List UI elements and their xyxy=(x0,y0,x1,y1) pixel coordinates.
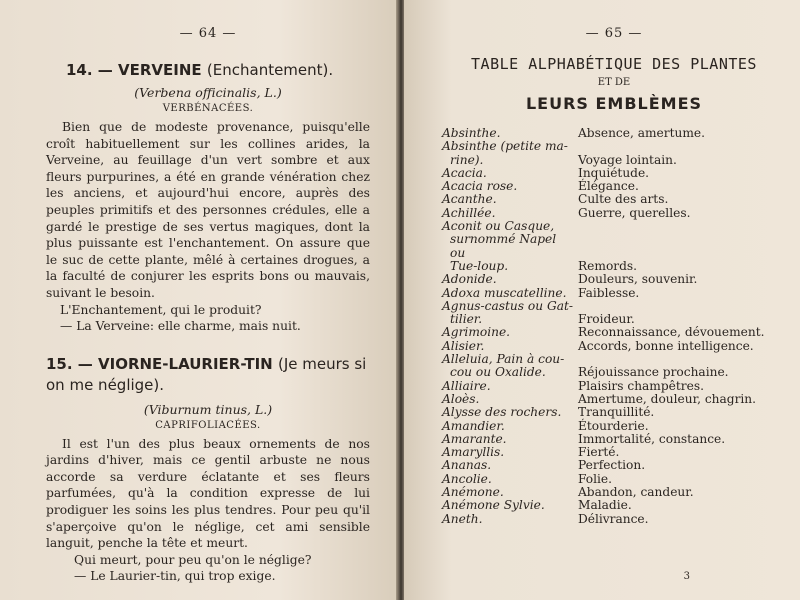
plant-name-line: surnommé Napel ou xyxy=(450,232,557,260)
plant-emblem: Immortalité, constance. xyxy=(578,431,726,446)
quote-answer: — La Verveine: elle charme, mais nuit. xyxy=(60,318,301,333)
table-row xyxy=(442,326,786,339)
plant-name xyxy=(442,326,578,339)
plant-name-line: Anémone Sylvie. xyxy=(442,498,545,513)
table-row xyxy=(442,513,786,526)
plant-family: CAPRIFOLIACÉES. xyxy=(155,419,261,431)
entry-title-main: 14. — VERVEINE xyxy=(66,61,202,79)
plant-name xyxy=(442,340,578,353)
plant-name-line: Ancolie. xyxy=(442,471,492,486)
plant-emblem: Absence, amertume. xyxy=(578,126,705,140)
plant-name xyxy=(442,486,578,499)
plant-emblem: Faiblesse. xyxy=(578,285,640,300)
plant-name-line: Agnus-castus ou Gat- xyxy=(442,298,573,313)
plant-name-line: Acacia rose. xyxy=(442,179,518,194)
table-row xyxy=(442,300,786,327)
entry-title xyxy=(46,354,370,396)
plant-emblem: Froideur. xyxy=(578,312,635,327)
plant-name-line: Ananas. xyxy=(442,458,492,473)
plant-emblem: Maladie. xyxy=(578,498,632,513)
table-row xyxy=(442,473,786,486)
entry-title-main: 15. — VIORNE-LAURIER-TIN xyxy=(46,354,273,373)
table-row xyxy=(442,180,786,193)
plant-name-line: Achillée. xyxy=(442,205,496,220)
plant-name xyxy=(442,406,578,419)
right-page xyxy=(404,0,800,600)
quote-question: L'Enchantement, qui le produit? xyxy=(60,302,262,317)
plant-emblem: Élégance. xyxy=(578,179,639,194)
plant-name xyxy=(442,459,578,472)
plant-name xyxy=(442,167,578,180)
plant-name-line: cou ou Oxalide. xyxy=(450,365,546,380)
quote-answer: — Le Laurier-tin, qui trop exige. xyxy=(74,568,276,583)
latin-name: (Verbena officinalis, L.) xyxy=(134,85,282,100)
table-row xyxy=(442,393,786,406)
plant-name xyxy=(442,513,578,526)
plant-name-line: Absinthe (petite ma- xyxy=(442,139,568,154)
plant-name xyxy=(442,446,578,459)
plant-emblem: Voyage lointain. xyxy=(578,152,677,167)
entry-verveine xyxy=(46,61,370,334)
table-row xyxy=(442,446,786,459)
page-number-left: — 64 — xyxy=(179,26,237,41)
plant-name-line: Alleluia, Pain à cou- xyxy=(442,352,565,367)
plant-emblem: Guerre, querelles. xyxy=(578,205,691,220)
quote-question: Qui meurt, pour peu qu'on le néglige? xyxy=(74,552,312,567)
plant-name xyxy=(442,420,578,433)
table-row xyxy=(442,459,786,472)
plant-name xyxy=(442,193,578,206)
plant-name-line: Amaryllis. xyxy=(442,445,505,460)
plant-emblem: Abandon, candeur. xyxy=(578,485,694,500)
plant-family: VERBÉNACÉES. xyxy=(162,103,254,114)
plant-name-line: Alysse des rochers. xyxy=(442,405,562,420)
plant-name xyxy=(442,273,578,286)
table-row xyxy=(442,287,786,300)
table-row xyxy=(442,273,786,286)
plant-emblem-table xyxy=(442,127,786,526)
left-page xyxy=(0,0,398,600)
table-row xyxy=(442,193,786,206)
table-subtitle: LEURS EMBLÈMES xyxy=(525,94,703,113)
plant-name-line: Amandier. xyxy=(442,418,505,433)
plant-emblem: Reconnaissance, dévouement. xyxy=(578,325,765,340)
table-row xyxy=(442,353,786,380)
entry-viorne xyxy=(46,354,370,584)
table-row xyxy=(442,207,786,220)
table-title: TABLE ALPHABÉTIQUE DES PLANTES xyxy=(471,55,757,73)
plant-name xyxy=(442,353,578,380)
plant-name xyxy=(442,127,578,140)
plant-emblem: Folie. xyxy=(578,471,613,486)
plant-name-line: Acanthe. xyxy=(442,192,497,207)
plant-emblem: Culte des arts. xyxy=(578,192,669,207)
plant-name xyxy=(442,140,578,167)
plant-name-line: Amarante. xyxy=(442,431,507,446)
plant-name-line: Tue-loup. xyxy=(450,258,509,273)
table-row xyxy=(442,420,786,433)
table-row xyxy=(442,380,786,393)
plant-name-line: Alisier. xyxy=(442,338,485,353)
entry-title-paren: (Enchantement). xyxy=(206,61,334,79)
table-row xyxy=(442,486,786,499)
plant-emblem: Plaisirs champêtres. xyxy=(578,378,704,393)
plant-emblem: Fierté. xyxy=(578,445,620,460)
plant-name xyxy=(442,180,578,193)
entry-paragraph: Il est l'un des plus beaux ornements de nos jardins d'hiver, mais ce gentil arbuste ne nous accorde sa verdure éclatante et ses fleurs parfumées, qu'à la condition expresse de lui prodiguer les soins les plus tendres. Pour peu qu'il s'aperçoive qu'on le néglige, cet ami sensible languit, penche la tête et meurt. xyxy=(46,436,370,551)
plant-name-line: Aconit ou Casque, xyxy=(442,219,555,234)
page-number-right: — 65 — xyxy=(585,26,643,41)
table-title-conjunction: ET DE xyxy=(597,77,631,88)
plant-name xyxy=(442,380,578,393)
plant-emblem: Perfection. xyxy=(578,458,646,473)
table-row xyxy=(442,340,786,353)
plant-emblem: Accords, bonne intelligence. xyxy=(578,338,754,353)
plant-emblem: Amertume, douleur, chagrin. xyxy=(578,391,757,406)
plant-name-line: Aneth. xyxy=(442,511,483,526)
plant-name xyxy=(442,287,578,300)
plant-name-line: Adoxa muscatelline. xyxy=(442,285,567,300)
signature-mark: 3 xyxy=(683,571,690,582)
table-row xyxy=(442,140,786,167)
table-row xyxy=(442,220,786,273)
plant-name-line: Anémone. xyxy=(442,485,504,500)
plant-emblem: Tranquillité. xyxy=(578,405,655,420)
plant-name-line: Agrimoine. xyxy=(442,325,511,340)
plant-name xyxy=(442,473,578,486)
plant-emblem: Inquiétude. xyxy=(578,165,650,180)
table-row xyxy=(442,406,786,419)
plant-emblem: Délivrance. xyxy=(578,511,649,526)
entry-paragraph: Bien que de modeste provenance, puisqu'elle croît habituellement sur les collines arides, la Verveine, au feuillage d'un vert sombre et aux fleurs purpurines, a été en grande vénération chez les anciens, et aujourd'hui encore, auprès des peuples primitifs et des personnes crédules, elle a gardé le prestige de ses vertus magiques, dont la plus puissante est l'enchantement. On assure que le suc de cette plante, mêlé à certaines drogues, a la faculté de conjurer les esprits bons ou mauvais, suivant le besoin. xyxy=(46,120,370,300)
plant-name-line: Alliaire. xyxy=(442,378,491,393)
entry-title-paren: (Je meurs si on me néglige). xyxy=(46,354,367,394)
plant-emblem: Remords. xyxy=(578,258,638,273)
plant-emblem: Étourderie. xyxy=(578,418,649,433)
plant-name xyxy=(442,433,578,446)
plant-name xyxy=(442,207,578,220)
plant-emblem: Douleurs, souvenir. xyxy=(578,272,698,287)
plant-name-line: Adonide. xyxy=(442,272,497,287)
table-row xyxy=(442,433,786,446)
plant-emblem: Réjouissance prochaine. xyxy=(578,365,729,380)
plant-name-line: rine). xyxy=(450,152,484,167)
plant-name-line: Absinthe. xyxy=(442,126,501,140)
latin-name: (Viburnum tinus, L.) xyxy=(143,401,273,417)
plant-name-line: tilier. xyxy=(450,312,483,327)
plant-name-line: Acacia. xyxy=(442,165,487,180)
table-row xyxy=(442,499,786,512)
plant-name-line: Aloès. xyxy=(442,391,480,406)
table-row xyxy=(442,127,786,140)
plant-name xyxy=(442,220,578,273)
entry-title xyxy=(46,61,370,79)
plant-name xyxy=(442,393,578,406)
plant-name xyxy=(442,300,578,327)
plant-name xyxy=(442,499,578,512)
